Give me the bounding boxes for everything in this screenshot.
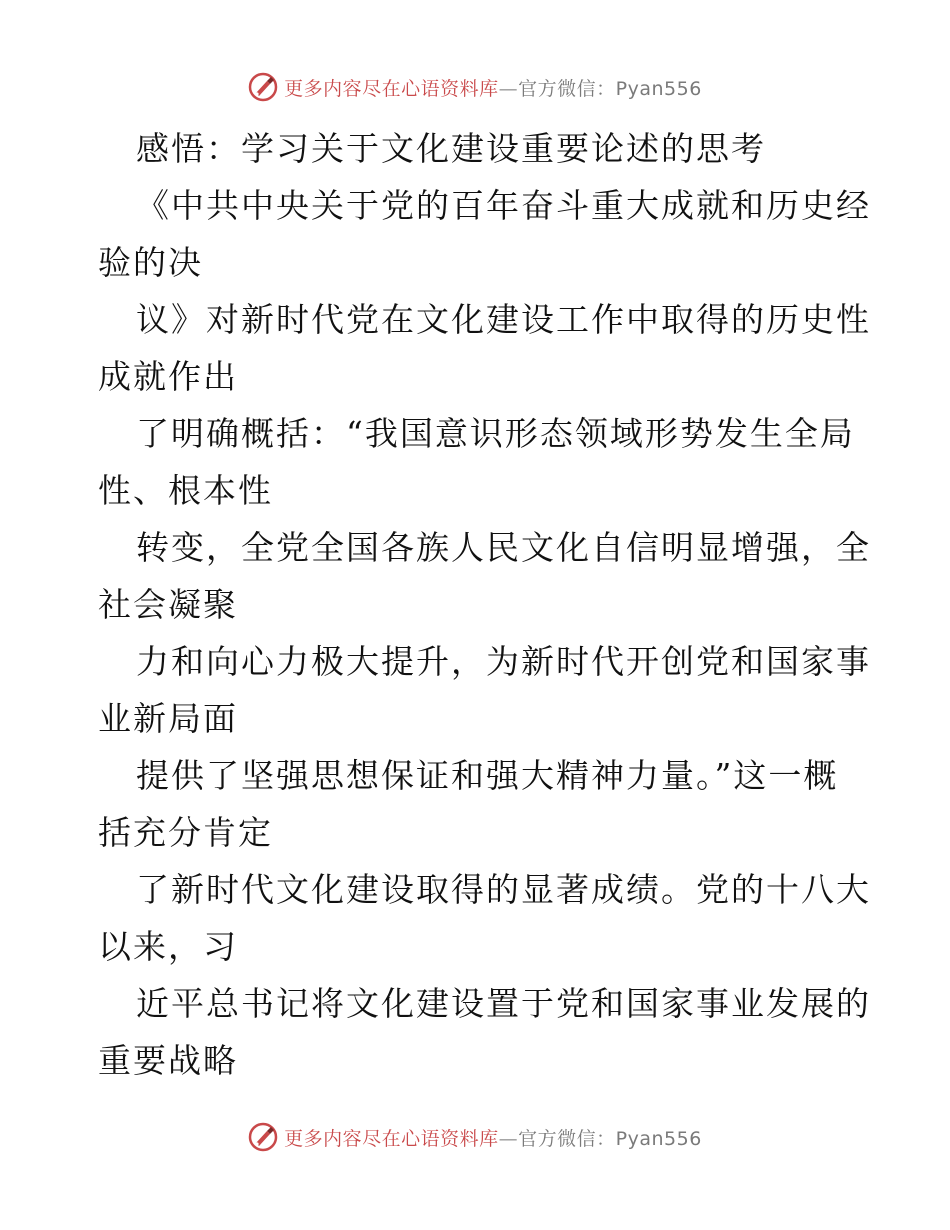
line-second: 社会凝聚 [98, 585, 238, 624]
header-banner-text [284, 74, 702, 101]
footer-banner-text [284, 1124, 702, 1151]
paragraph-line [98, 405, 858, 519]
paragraph-line [98, 177, 871, 291]
line-first: 了明确概括：“我国意识形态领域形势发生全局 [136, 414, 855, 453]
line-first: 了新时代文化建设取得的显著成绩。党的十八大 [136, 870, 871, 909]
line-first: 转变，全党全国各族人民文化自信明显增强，全 [136, 528, 871, 567]
header-brand-text: 更多内容尽在心语资料库 [284, 77, 499, 100]
line-second: 业新局面 [98, 699, 238, 738]
header-wechat-text: 官方微信：Pyan556 [518, 77, 702, 100]
document-body [98, 120, 871, 1089]
line-second: 重要战略 [98, 1041, 238, 1080]
line-second: 验的决 [98, 243, 203, 282]
line-first: 议》对新时代党在文化建设工作中取得的历史性 [136, 300, 871, 339]
footer-banner [0, 1122, 950, 1152]
line-second: 以来，习 [98, 927, 238, 966]
line-first: 力和向心力极大提升，为新时代开创党和国家事 [136, 642, 871, 681]
footer-brand-text: 更多内容尽在心语资料库 [284, 1127, 499, 1150]
title-line [98, 120, 858, 177]
line-first: 提供了坚强思想保证和强大精神力量。”这一概 [136, 756, 839, 795]
line-first: 《中共中央关于党的百年奋斗重大成就和历史经 [136, 186, 871, 225]
paragraph-line [98, 975, 871, 1089]
line-second: 性、根本性 [98, 471, 273, 510]
brand-logo-icon [248, 1122, 278, 1152]
line-first: 感悟：学习关于文化建设重要论述的思考 [136, 129, 766, 168]
header-separator: — [498, 77, 519, 100]
paragraph-line [98, 747, 858, 861]
footer-wechat-text: 官方微信：Pyan556 [518, 1127, 702, 1150]
line-second: 成就作出 [98, 357, 238, 396]
line-first: 近平总书记将文化建设置于党和国家事业发展的 [136, 984, 871, 1023]
paragraph-line [98, 633, 871, 747]
brand-logo-icon [248, 72, 278, 102]
paragraph-line [98, 291, 871, 405]
line-second: 括充分肯定 [98, 813, 273, 852]
footer-separator: — [498, 1127, 519, 1150]
header-banner [0, 72, 950, 102]
paragraph-line [98, 861, 871, 975]
paragraph-line [98, 519, 871, 633]
